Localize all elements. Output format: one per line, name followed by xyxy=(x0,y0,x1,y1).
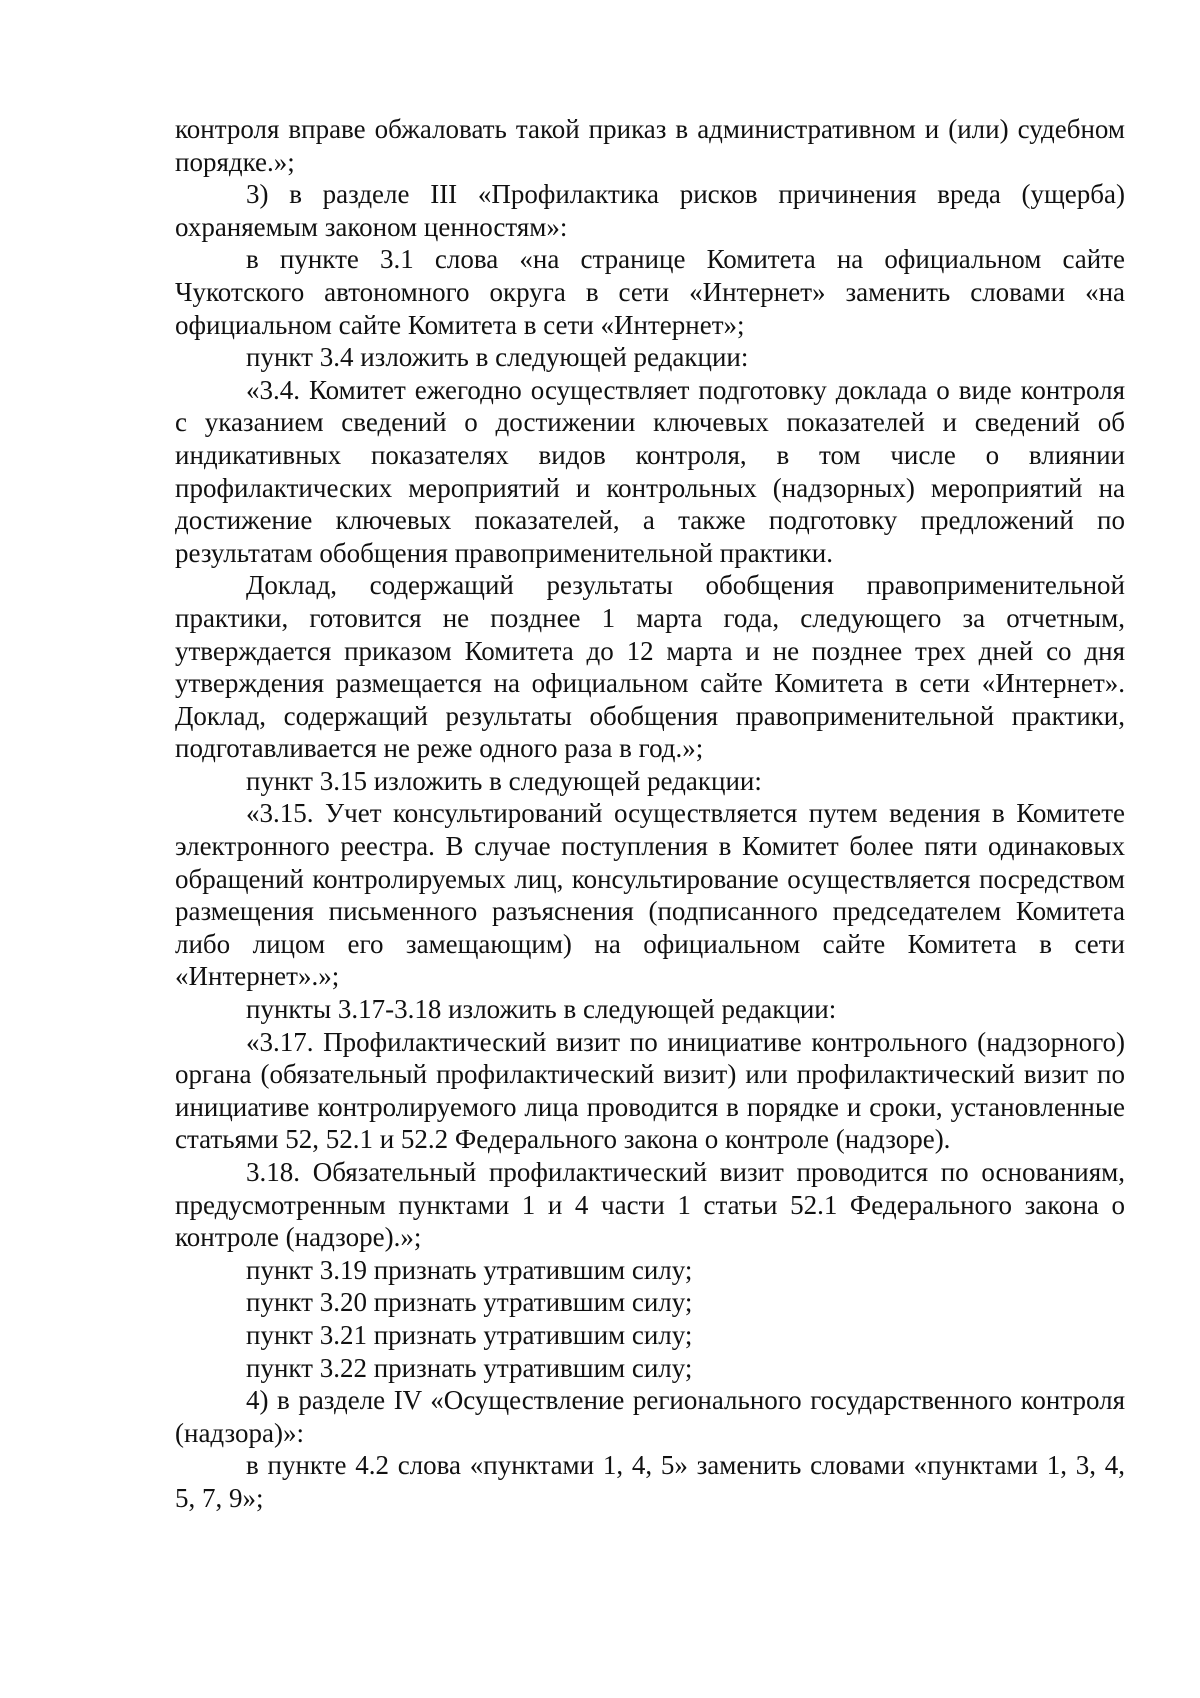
paragraph: пункты 3.17-3.18 изложить в следующей редакции: xyxy=(246,994,837,1025)
paragraph: 4) в разделе IV «Осуществление регионального государственного контроля (надзора)»: xyxy=(175,1385,1125,1448)
paragraph: «3.17. Профилактический визит по инициативе контрольного (надзорного) органа (обязательный профилактический визит) или профилактический визит по инициативе контролируемого лица проводится в порядке и сроки, установленные статьями 52, 52.1 и 52.2 Федерального закона о контроле (надзоре). xyxy=(175,1026,1125,1155)
paragraph: пункт 3.15 изложить в следующей редакции: xyxy=(246,765,762,796)
paragraph: пункт 3.19 признать утратившим силу; xyxy=(246,1254,693,1285)
paragraph: «3.4. Комитет ежегодно осуществляет подготовку доклада о виде контроля с указанием сведений о достижении ключевых показателей и сведений об индикативных показателях видов контроля, в том числе о влиянии профилактических мероприятий и контрольных (надзорных) мероприятий на достижение ключевых показателей, а также подготовку предложений по результатам обобщения правоприменительной практики. xyxy=(175,374,1125,568)
paragraph: контроля вправе обжаловать такой приказ в административном и (или) судебном порядке.»; xyxy=(175,114,1125,177)
paragraph: в пункте 3.1 слова «на странице Комитета на официальном сайте Чукотского автономного округа в сети «Интернет» заменить словами «на официальном сайте Комитета в сети «Интернет»; xyxy=(175,244,1125,340)
paragraph: 3) в разделе III «Профилактика рисков причинения вреда (ущерба) охраняемым законом ценностям»: xyxy=(175,179,1125,242)
document-page xyxy=(175,113,1125,1515)
paragraph: 3.18. Обязательный профилактический визит проводится по основаниям, предусмотренным пунктами 1 и 4 части 1 статьи 52.1 Федерального закона о контроле (надзоре).»; xyxy=(175,1157,1125,1253)
paragraph: пункт 3.22 признать утратившим силу; xyxy=(246,1352,693,1383)
paragraph: Доклад, содержащий результаты обобщения правоприменительной практики, готовится не позднее 1 марта года, следующего за отчетным, утверждается приказом Комитета до 12 марта и не позднее трех дней со дня утверждения размещается на официальном сайте Комитета в сети «Интернет». Доклад, содержащий результаты обобщения правоприменительной практики, подготавливается не реже одного раза в год.»; xyxy=(175,570,1125,764)
paragraph: «3.15. Учет консультирований осуществляется путем ведения в Комитете электронного реестра. В случае поступления в Комитет более пяти одинаковых обращений контролируемых лиц, консультирование осуществляется посредством размещения письменного разъяснения (подписанного председателем Комитета либо лицом его замещающим) на официальном сайте Комитета в сети «Интернет».»; xyxy=(175,798,1125,992)
paragraph: пункт 3.20 признать утратившим силу; xyxy=(246,1287,693,1318)
paragraph: в пункте 4.2 слова «пунктами 1, 4, 5» заменить словами «пунктами 1, 3, 4, 5, 7, 9»; xyxy=(175,1450,1125,1513)
paragraph: пункт 3.4 изложить в следующей редакции: xyxy=(246,342,749,373)
paragraph: пункт 3.21 признать утратившим силу; xyxy=(246,1319,693,1350)
